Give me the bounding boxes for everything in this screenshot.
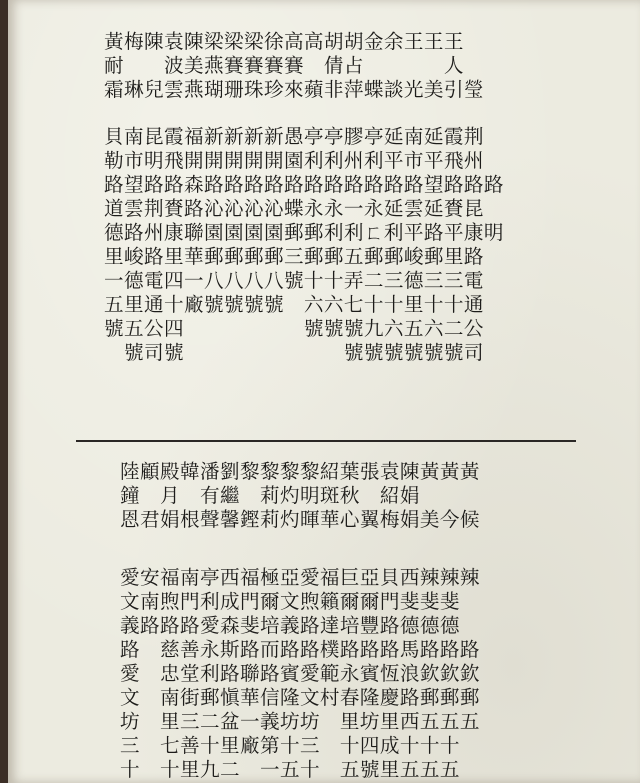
top-addresses-block	[104, 125, 564, 365]
text-line: 文 南街郵愼華信隆文村春隆慶路郵郵郵	[120, 686, 480, 709]
text-line: 勒市明飛開開開開開園利利州利平市平飛州	[104, 149, 484, 172]
directory-page	[8, 0, 640, 783]
text-line: 鐘 月 有繼 莉灼明斑秋 紹娟	[120, 484, 420, 507]
text-line: 愛安福南亭西福極亞愛福巨亞貝西辣辣辣	[120, 566, 480, 589]
text-line: 文南煦門利成門爾文煦籟爾爾門斐斐斐	[120, 590, 460, 613]
top-names-block	[104, 30, 564, 102]
text-line: 霜琳兒雲燕瑚珊珠珍來蘋非萍蝶談光美引瑩	[104, 78, 484, 101]
text-line: 號五公四 號號號九六五六二公	[104, 317, 484, 340]
text-line: 愛 忠堂利路聯路賓愛範永賓恆浪欽欽欽	[120, 662, 480, 685]
text-line: 一德電四一八八八八號十十弄二三德三三電	[104, 269, 484, 292]
text-line: 恩君娟根聲馨鏗莉灼暉華心翼梅娟美今候	[120, 508, 480, 531]
text-line: 坊 里三二盆一義坊坊 里坊里西五五五	[120, 710, 480, 733]
text-line: 耐 波美燕賽賽賽賽 倩占 人	[104, 54, 464, 77]
text-line: 道雲荆賚路沁沁沁沁蝶永永一永延雲延賚昆	[104, 197, 484, 220]
text-line: 黃梅陳袁陳梁梁梁徐高高胡胡金余王王王	[104, 30, 464, 53]
section-divider	[76, 440, 576, 442]
text-line: 德路州康聯園園園園郵郵利利ㄈ利平路平康明	[104, 221, 504, 244]
text-line: 義路路路愛森斐培義路達培豐路德德德	[120, 614, 460, 637]
text-line: 路望路路森路路路路路路路路路路路望路路路	[104, 173, 504, 196]
text-line: 陸顧殿韓潘劉黎黎黎黎紹葉張袁陳黃黃黃	[120, 460, 480, 483]
text-line: 十 十里九二 一五十 五號里五五五	[120, 758, 460, 781]
bottom-names-block	[120, 460, 560, 532]
text-line: 五里通十廠號號號號 六六七十十里十十通	[104, 293, 484, 316]
text-line: 號司號 號號號號號號司	[104, 341, 484, 364]
text-line: 里峻路里華郵郵郵郵三郵郵五郵郵峻郵里路	[104, 245, 484, 268]
bottom-addresses-block	[120, 566, 560, 782]
text-line: 三 七善十里廠第十三 十四成十十十	[120, 734, 460, 757]
text-line: 路 慈善永斯路而路路樸路路路馬路路路	[120, 638, 480, 661]
text-line: 貝南昆霞福新新新新愚亭亭膠亭延南延霞荆	[104, 125, 484, 148]
